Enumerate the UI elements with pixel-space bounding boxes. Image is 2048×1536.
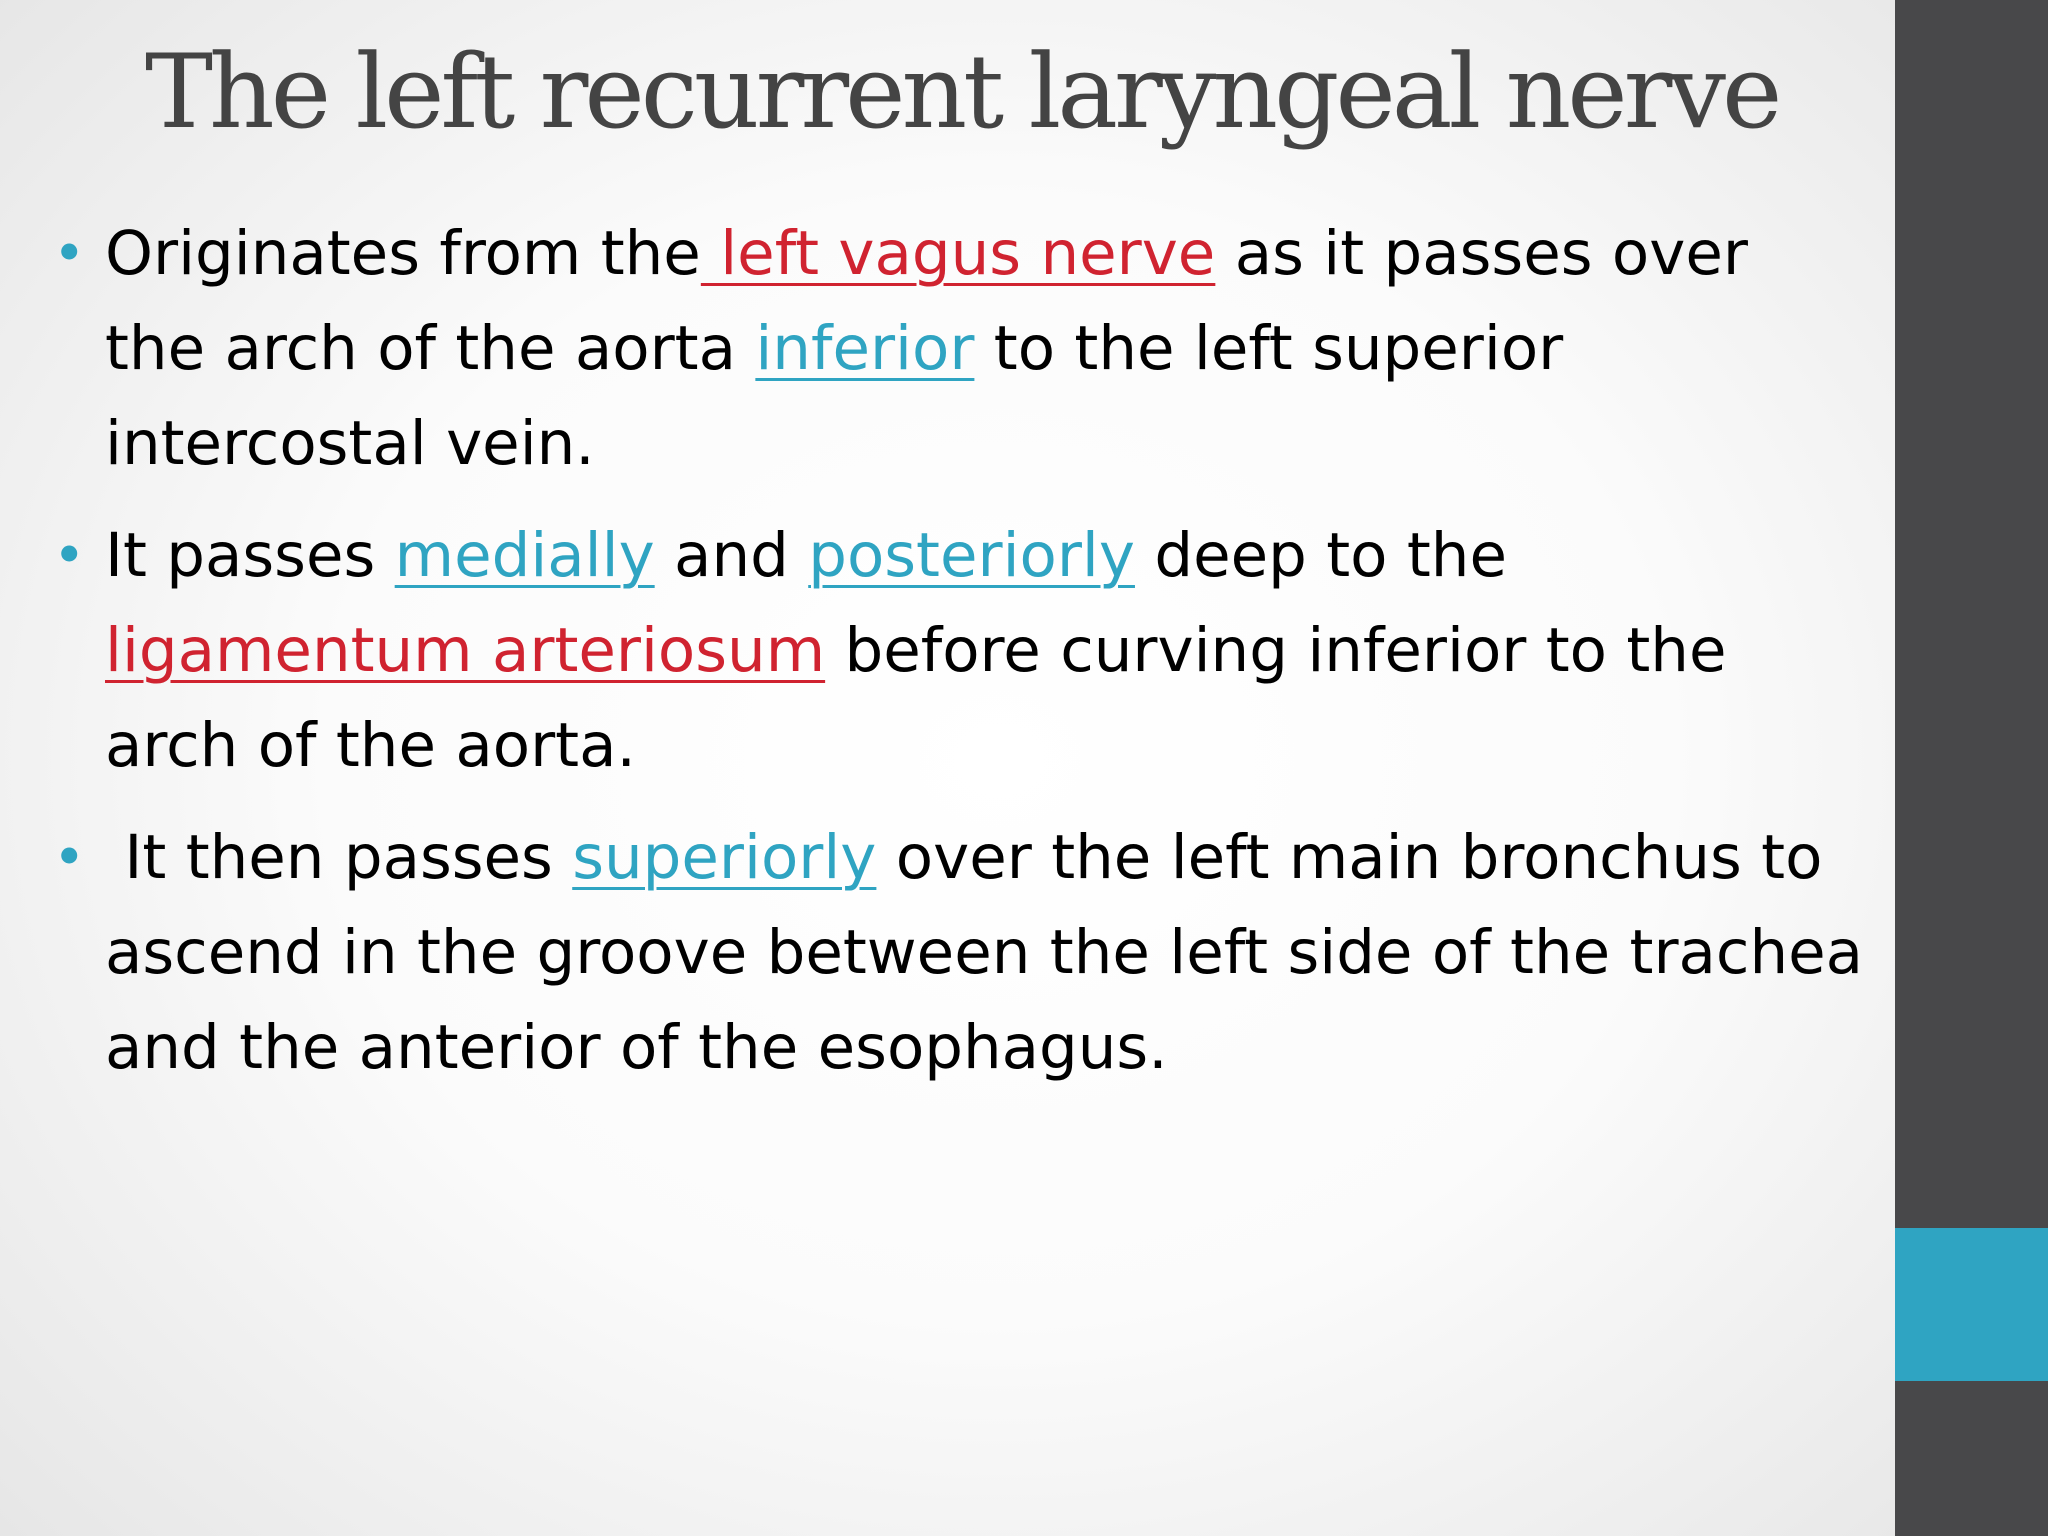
bullet-text: It then passes — [105, 822, 573, 893]
bullet-text: It passes — [105, 520, 395, 591]
bullet-dot-icon: • — [53, 221, 86, 285]
bullet-text: deep to the — [1134, 520, 1507, 591]
bullet-text: Originates from the — [105, 218, 701, 289]
bullet-text: before curving inferior to the arch of the aorta. — [105, 615, 1727, 781]
term-left-vagus-nerve: left vagus nerve — [700, 218, 1216, 289]
term-inferior: inferior — [755, 313, 975, 384]
sidebar-accent-block — [1895, 1228, 2048, 1381]
term-superiorly: superiorly — [572, 822, 877, 893]
bullet-text: and — [654, 520, 809, 591]
term-posteriorly: posteriorly — [808, 520, 1135, 591]
bullet-item-ascent — [53, 810, 1865, 1095]
term-medially: medially — [394, 520, 655, 591]
bullet-dot-icon: • — [53, 523, 86, 587]
bullet-dot-icon: • — [53, 825, 86, 889]
bullet-text: as it passes over the arch of the aorta — [105, 218, 1748, 384]
bullet-item-origin — [53, 206, 1865, 491]
term-ligamentum-arteriosum: ligamentum arteriosum — [105, 615, 826, 686]
sidebar-bar — [1895, 0, 2048, 1536]
bullet-text: over the left main bronchus to ascend in the groove between the left side of the trachea and the anterior of the esophagus. — [105, 822, 1864, 1083]
bullet-item-course — [53, 508, 1865, 793]
bullet-text: to the left superior intercostal vein. — [105, 313, 1564, 479]
slide-title: The left recurrent laryngeal nerve — [145, 33, 1779, 152]
bullet-list — [53, 206, 1865, 1112]
